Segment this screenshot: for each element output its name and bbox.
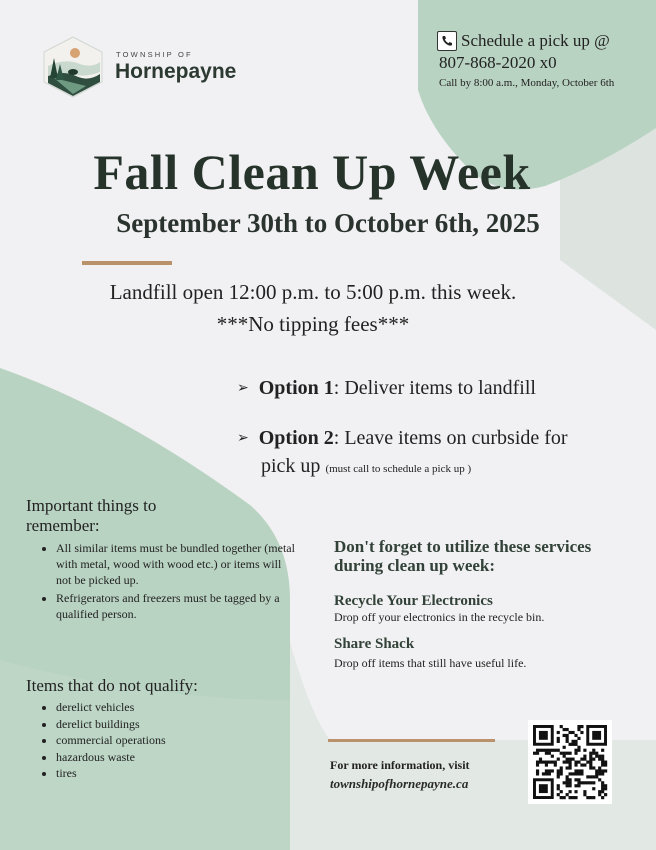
list-item: • tires: [56, 765, 166, 782]
township-logo: [40, 36, 106, 98]
option-2-note: (must call to schedule a pick up ): [325, 463, 472, 475]
list-item: • derelict vehicles: [56, 699, 166, 716]
tipping-fees: ***No tipping fees***: [216, 312, 410, 336]
qr-code-icon: [528, 720, 612, 804]
event-dates: September 30th to October 6th, 2025: [116, 208, 540, 238]
list-item: • commercial operations: [56, 732, 166, 749]
option-2: [237, 427, 568, 450]
services-heading: Don't forget to utilize these services during clean up week:: [334, 537, 592, 575]
list-item: • hazardous waste: [56, 749, 166, 766]
option-2-cont: pick up: [261, 455, 321, 477]
not-qualify-heading: Items that do not qualify:: [26, 676, 198, 695]
important-heading: Important things to remember:: [26, 496, 157, 535]
option-1-label: Option 1: [258, 377, 334, 399]
option-2-continued: [261, 455, 471, 478]
service-1-desc: Drop off your electronics in the recycle bin.: [334, 610, 545, 624]
website-link[interactable]: townshipofhornepayne.ca: [330, 776, 469, 791]
phone-number: 807-868-2020 x0: [439, 53, 557, 72]
service-2-desc: Drop off items that still have useful life.: [334, 656, 527, 670]
page-title: Fall Clean Up Week: [93, 144, 531, 200]
option-1: [237, 377, 536, 400]
call-deadline: Call by 8:00 a.m., Monday, October 6th: [439, 77, 615, 89]
option-1-text: : Deliver items to landfill: [333, 377, 536, 399]
schedule-line: [437, 31, 610, 51]
qr-code[interactable]: [528, 720, 612, 804]
option-2-label: Option 2: [258, 427, 334, 449]
important-list: [22, 540, 296, 624]
landfill-hours: Landfill open 12:00 p.m. to 5:00 p.m. this week.: [109, 280, 517, 304]
brand-name: Hornepayne: [115, 60, 237, 83]
service-1-title: Recycle Your Electronics: [334, 593, 493, 609]
service-2-title: Share Shack: [334, 636, 415, 652]
arrow-bullet-icon: ➢: [237, 380, 249, 396]
list-item: • All similar items must be bundled together (metal with metal, wood with wood etc.) or items will not be picked up.: [56, 540, 296, 588]
divider-top: [82, 261, 172, 265]
divider-bottom: [328, 739, 495, 742]
not-qualify-list: [22, 699, 166, 782]
brand-township-label: TOWNSHIP OF: [116, 50, 193, 59]
list-item: • Refrigerators and freezers must be tagged by a qualified person.: [56, 590, 296, 622]
more-info-label: For more information, visit: [330, 758, 470, 772]
schedule-text: Schedule a pick up @: [461, 31, 610, 50]
option-2-text: : Leave items on curbside for: [333, 427, 568, 449]
arrow-bullet-icon: ➢: [237, 430, 249, 446]
phone-icon: [437, 31, 457, 51]
list-item: • derelict buildings: [56, 716, 166, 733]
